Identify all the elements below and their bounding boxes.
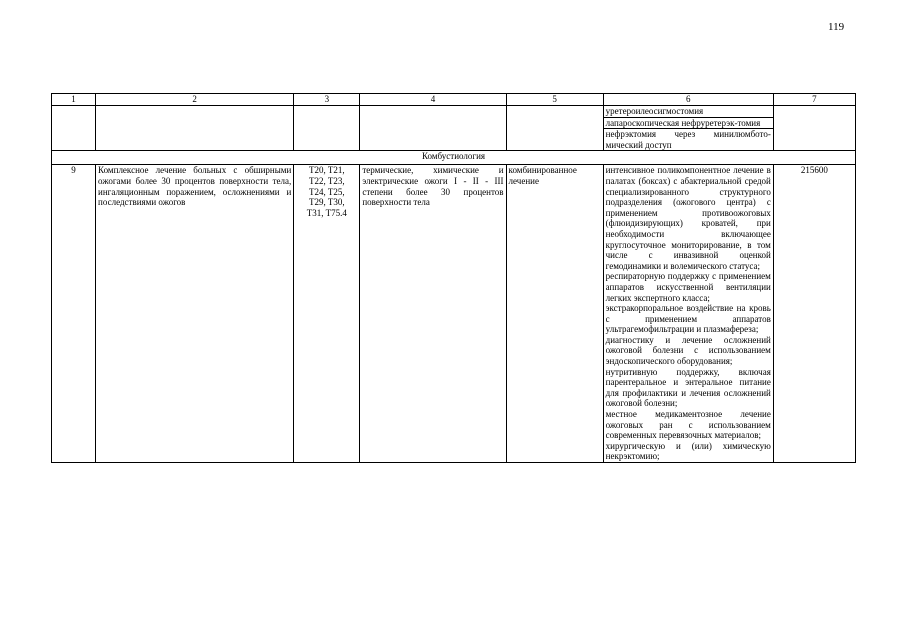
section-title: Комбустиология: [52, 151, 856, 165]
column-header-6: 6: [603, 94, 773, 106]
code-line: T22, T23,: [309, 175, 345, 186]
method-item: уретероилеосигмостомия: [604, 106, 773, 117]
column-number-header-row: [52, 94, 856, 106]
column-header-5: 5: [506, 94, 603, 106]
method-paragraph: нутритивную поддержку, включая парентеральное и энтеральное питание для профилактики и лечения осложнений ожоговой болезни;: [605, 366, 771, 409]
code-line: T24, T25,: [309, 186, 345, 197]
method-item: нефрэктомия через минилюмбото-мический доступ: [605, 129, 771, 150]
code-line: T20, T21,: [309, 165, 345, 176]
diagnosis-codes: [294, 165, 360, 463]
row-number: 9: [52, 165, 96, 463]
cost-value: 215600: [773, 165, 855, 463]
page-number: 119: [828, 21, 845, 33]
column-header-3: 3: [294, 94, 360, 106]
continuation-methods-cell: [603, 106, 773, 151]
code-line: T31, T75.4: [306, 207, 347, 218]
code-line: T29, T30,: [309, 197, 345, 208]
method-paragraph: экстракорпоральное воздействие на кровь с применением аппаратов ультрагемофильтрации и плазмафереза;: [605, 303, 771, 335]
treatment-type: комбинированное лечение: [506, 165, 603, 463]
method-paragraph: хирургическую и (или) химическую некрэктомию;: [605, 440, 771, 462]
method-paragraph: респираторную поддержку с применением аппаратов искусственной вентиляции легких экспертного класса;: [605, 271, 771, 303]
column-header-2: 2: [96, 94, 294, 106]
medical-care-table: [51, 93, 856, 463]
method-paragraph: диагностику и лечение осложнений ожоговой болезни с использованием эндоскопического оборудования;: [605, 334, 771, 367]
column-header-7: 7: [773, 94, 855, 106]
patient-condition: термические, химические и электрические ожоги I - II - III степени более 30 процентов поверхности тела: [360, 165, 506, 463]
method-item: лапароскопическая нефруретерэк-томия: [604, 117, 773, 129]
method-paragraph: местное медикаментозное лечение ожоговых ран с использованием современных перевязочных материалов;: [605, 409, 771, 441]
column-header-4: 4: [360, 94, 506, 106]
table-row: [52, 165, 856, 463]
column-header-1: 1: [52, 94, 96, 106]
continuation-methods-list: [604, 106, 773, 150]
section-row: [52, 151, 856, 165]
treatment-methods: [603, 165, 773, 463]
continuation-row: [52, 106, 856, 151]
care-description: Комплексное лечение больных с обширными ожогами более 30 процентов поверхности тела, ингаляционным поражением, осложнениями и последствиями ожогов: [96, 165, 294, 463]
method-paragraph: интенсивное поликомпонентное лечение в палатах (боксах) с абактериальной средой специализированного структурного подразделения (ожогового центра) с применением противоожоговых (флюидизирующих) кроватей, при необходимости включающее круглосуточное мониторирование, в том числе с инвазивной оценкой гемодинамики и волемического статуса;: [605, 165, 771, 271]
